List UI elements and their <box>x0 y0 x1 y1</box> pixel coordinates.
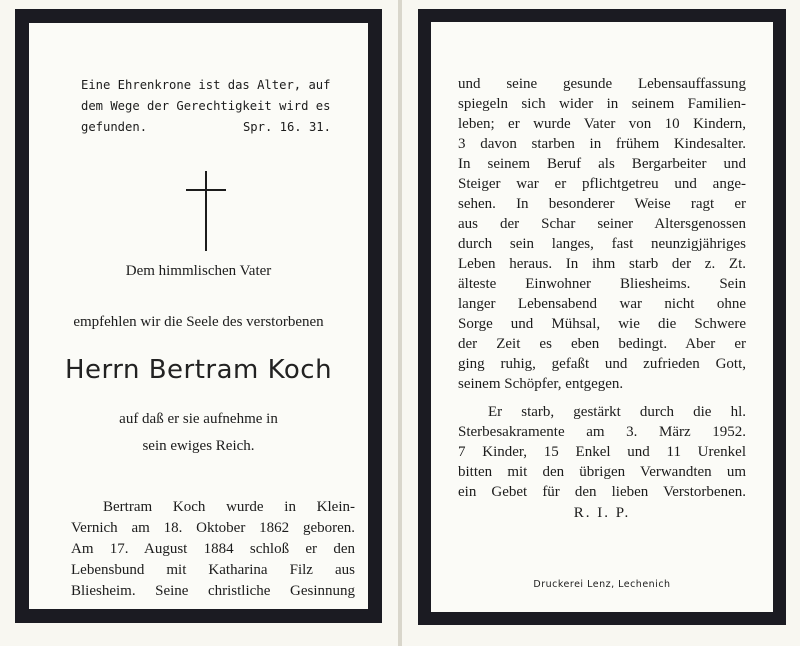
biography-continued <box>458 74 746 502</box>
text-line: sehen. In besonderer Weise ragt er <box>458 196 746 212</box>
text-line: der Zeit es eben bedingt. Aber er <box>458 336 746 352</box>
bio-line: Bliesheim. Seine christliche Gesinnung <box>71 583 355 599</box>
text-line: In seinem Beruf als Bergarbeiter und <box>458 156 746 172</box>
text-line: ging ruhig, gefaßt und zufrieden Gott, <box>458 356 746 372</box>
text-line: durch sein langes, fast neunzigjähriges <box>458 236 746 252</box>
printer-credit: Druckerei Lenz, Lechenich <box>533 579 671 590</box>
deceased-name: Herrn Bertram Koch <box>64 355 333 385</box>
commendation-line: Dem himmlischen Vater <box>125 263 272 279</box>
text-line: leben; er wurde Vater von 10 Kindern, <box>458 116 746 132</box>
right-mourning-border <box>418 9 786 625</box>
rip-text: R. I. P. <box>573 505 631 521</box>
text-line: langer Lebensabend war nicht ohne <box>458 296 746 312</box>
bio-line: Bertram Koch wurde in Klein- <box>103 499 355 515</box>
text-line: aus der Schar seiner Altersgenossen <box>458 216 746 232</box>
after-name-line: sein ewiges Reich. <box>142 438 255 454</box>
death-line: Er starb, gestärkt durch die hl. <box>488 404 746 420</box>
motto-line: dem Wege der Gerechtigkeit wird es <box>81 99 331 113</box>
commendation-line: empfehlen wir die Seele des verstorbenen <box>73 314 324 330</box>
bio-line: Vernich am 18. Oktober 1862 geboren. <box>71 520 355 536</box>
text-line: seinem Schöpfer, entgegen. <box>458 376 624 392</box>
death-line: ein Gebet für den lieben Verstorbenen. <box>458 484 746 500</box>
text-line: älteste Einwohner Bliesheims. Sein <box>458 276 746 292</box>
after-name-line: auf daß er sie aufnehme in <box>119 411 278 427</box>
cross-icon <box>186 171 226 251</box>
death-line: 7 Kinder, 15 Enkel und 11 Urenkel <box>458 444 746 460</box>
text-line: spiegeln sich wider in seinem Familien- <box>458 96 746 112</box>
motto-reference: Spr. 16. 31. <box>242 120 331 134</box>
biography <box>71 497 355 602</box>
bible-motto <box>81 75 331 138</box>
text-line: 3 davon starben in frühem Kindesalter. <box>458 136 746 152</box>
left-mourning-border <box>15 9 382 623</box>
bio-line: Am 17. August 1884 schloß er den <box>71 541 355 557</box>
right-card-content <box>431 22 773 612</box>
bio-line: Lebensbund mit Katharina Filz aus <box>71 562 355 578</box>
text-line: Leben heraus. In ihm starb der z. Zt. <box>458 256 746 272</box>
motto-line: gefunden. <box>81 120 148 134</box>
motto-line: Eine Ehrenkrone ist das Alter, auf <box>81 78 331 92</box>
death-line: Sterbesakramente am 3. März 1952. <box>458 424 746 440</box>
card-fold <box>398 0 402 646</box>
death-line: bitten mit den übrigen Verwandten um <box>458 464 746 480</box>
left-card-content <box>29 23 368 609</box>
text-line: und seine gesunde Lebensauffassung <box>458 76 746 92</box>
text-line: Sorge und Mühsal, wie die Schwere <box>458 316 746 332</box>
text-line: Steiger war er pflichtgetreu und ange- <box>458 176 746 192</box>
